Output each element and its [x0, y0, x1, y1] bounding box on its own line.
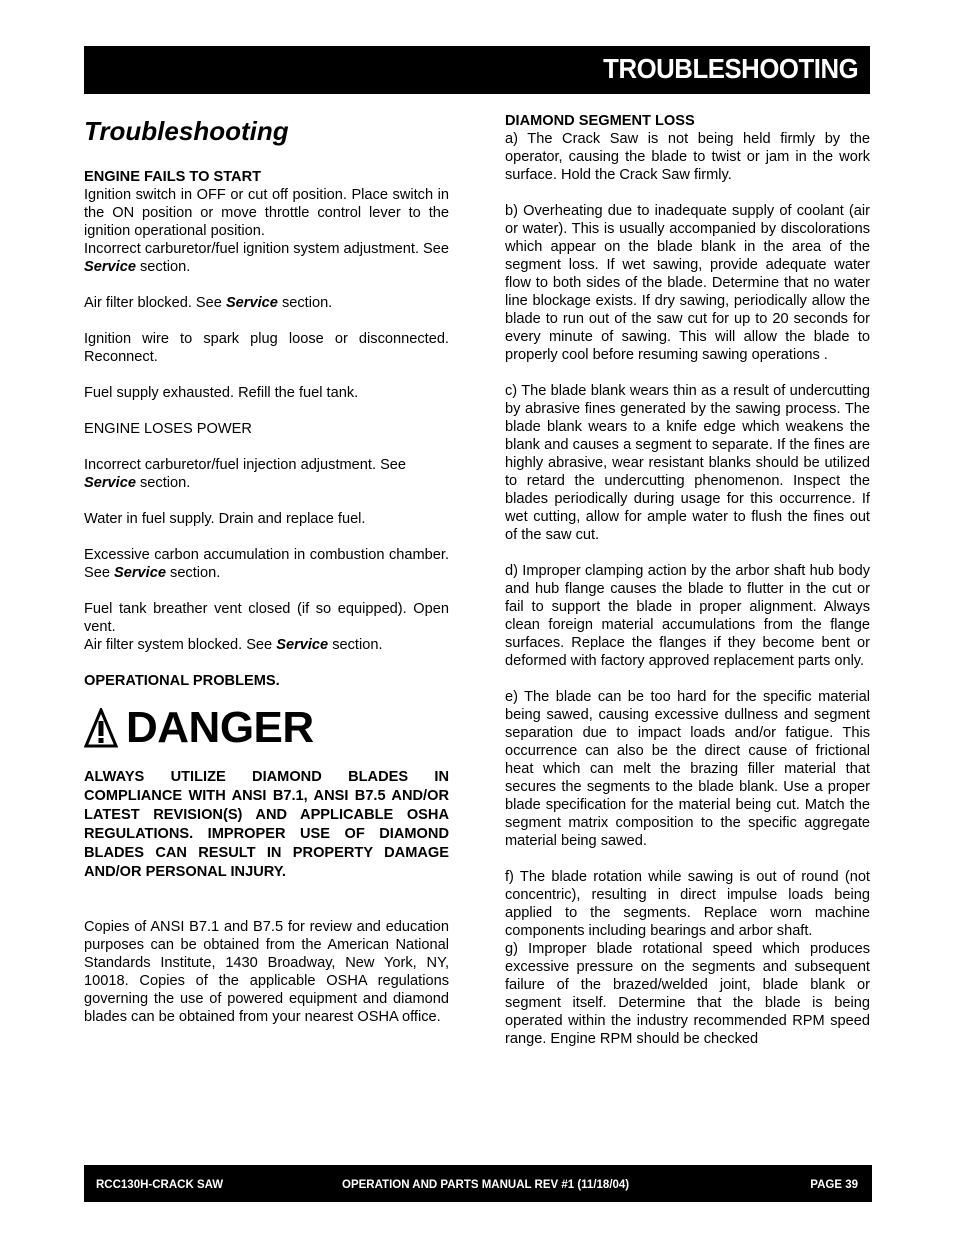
danger-label: DANGER — [126, 703, 314, 752]
header-title: TROUBLESHOOTING — [603, 53, 858, 84]
paragraph: c) The blade blank wears thin as a result of undercutting by abrasive fines generated by the sawing process. The blade blank wears to a knife edge which weakens the blank and causes a segment to separate. If the fines are highly abrasive, wear resistant blanks should be utilized to retard the undercutting phenomenon. Inspect the blades periodically during usage for this occurrence. If wet cutting, allow for ample water to flush the fines out of the saw cut. — [505, 383, 870, 543]
footer-model: RCC130H-CRACK SAW — [96, 1179, 224, 1191]
operational-problems-heading: OPERATIONAL PROBLEMS. — [84, 673, 280, 689]
engine-fails-heading: ENGINE FAILS TO START — [84, 169, 262, 185]
paragraph: Air filter blocked. See Service section. — [84, 295, 333, 311]
paragraph: Ignition switch in OFF or cut off position. Place switch in the ON position or move throttle control lever to the ignition operational position. — [84, 187, 449, 239]
paragraph: Fuel supply exhausted. Refill the fuel tank. — [84, 385, 359, 401]
paragraph: Ignition wire to spark plug loose or disconnected. Reconnect. — [84, 331, 449, 365]
right-column — [505, 112, 870, 1048]
paragraph: e) The blade can be too hard for the specific material being sawed, causing excessive dullness and segment separation due to impact loads and/or fatigue. This occurrence can also be the direct cause of frictional heat which can melt the brazing filler material that secures the segments to the blade blank. Use a proper blade specification for the material being cut. Match the segment matrix composition to the specific aggregate material being sawed. — [505, 689, 870, 849]
paragraph: Fuel tank breather vent closed (if so equipped). Open vent. — [84, 601, 449, 635]
paragraph: Water in fuel supply. Drain and replace fuel. — [84, 511, 366, 527]
page-title: Troubleshooting — [84, 116, 289, 146]
paragraph: Air filter system blocked. See Service section. — [84, 637, 383, 653]
danger-warning-text: ALWAYS UTILIZE DIAMOND BLADES IN COMPLIANCE WITH ANSI B7.1, ANSI B7.5 AND/OR LATEST REVISION(S) AND APPLICABLE OSHA REGULATIONS. IMPROPER USE OF DIAMOND BLADES CAN RESULT IN PROPERTY DAMAGE AND/OR PERSONAL INJURY. — [84, 769, 449, 880]
diamond-segment-loss-heading: DIAMOND SEGMENT LOSS — [505, 113, 695, 129]
paragraph: g) Improper blade rotational speed which produces excessive pressure on the segments and subsequent failure of the brazed/welded joint, blade blank or segment itself. Determine that the blade is being operated within the industry recommended RPM speed range. Engine RPM should be checked — [505, 941, 870, 1047]
paragraph: d) Improper clamping action by the arbor shaft hub body and hub flange causes the blade to flutter in the cut or fail to support the blade in proper alignment. Always clean foreign material accumulations from the flange surfaces. Replace the flanges if they become bent or deformed with factory approved replacement parts only. — [505, 563, 870, 669]
danger-banner — [84, 704, 449, 752]
footer-bar — [84, 1165, 872, 1202]
paragraph: Incorrect carburetor/fuel injection adjustment. See Service section. — [84, 457, 407, 491]
warning-triangle-icon — [84, 708, 118, 748]
page-number: PAGE 39 — [810, 1179, 858, 1191]
paragraph: Incorrect carburetor/fuel ignition system adjustment. See Service section. — [84, 241, 450, 275]
paragraph: b) Overheating due to inadequate supply of coolant (air or water). This is usually accompanied by discolorations which appear on the blade blank in the area of the segment loss. If wet sawing, provide adequate water flow to both sides of the blade. Determine that no water line blockage exists. If dry sawing, periodically allow the blade to run out of the saw cut for up to 20 seconds for every minute of sawing. This will allow the blade to properly cool before resuming sawing operations . — [505, 203, 870, 363]
left-column — [84, 110, 449, 1026]
paragraph: Copies of ANSI B7.1 and B7.5 for review and education purposes can be obtained from the American National Standards Institute, 1430 Broadway, New York, NY, 10018. Copies of the applicable OSHA regulations governing the use of powered equipment and diamond blades can be obtained from your nearest OSHA office. — [84, 919, 449, 1025]
header-bar — [84, 46, 870, 94]
paragraph: Excessive carbon accumulation in combustion chamber. See Service section. — [84, 547, 449, 581]
footer-manual-title: OPERATION AND PARTS MANUAL REV #1 (11/18/04) — [342, 1179, 630, 1191]
paragraph: f) The blade rotation while sawing is out of round (not concentric), resulting in direct impulse loads being applied to the segments. Replace worn machine components including bearings and arbor shaft. — [505, 869, 870, 939]
engine-loses-power-heading: ENGINE LOSES POWER — [84, 421, 252, 437]
paragraph: a) The Crack Saw is not being held firmly by the operator, causing the blade to twist or jam in the work surface. Hold the Crack Saw firmly. — [505, 131, 870, 183]
